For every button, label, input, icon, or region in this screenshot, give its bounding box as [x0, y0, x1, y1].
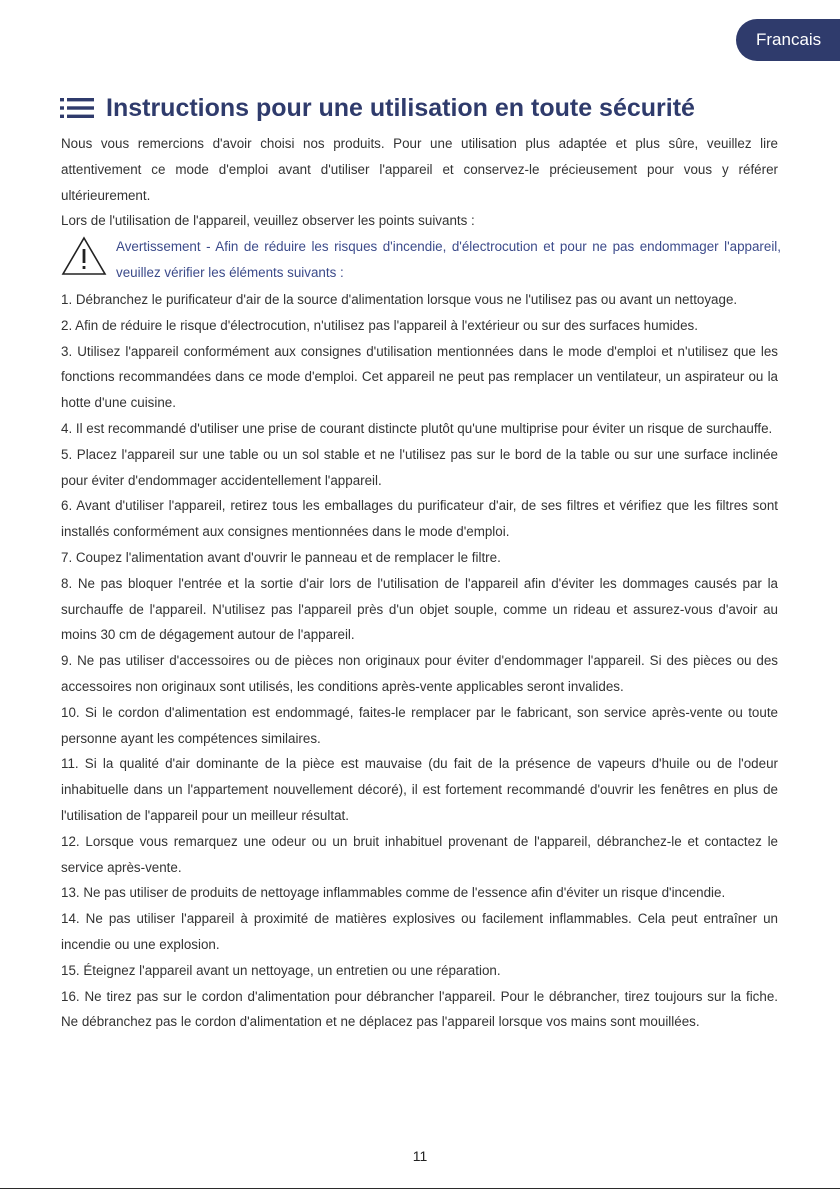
list-item: 13. Ne pas utiliser de produits de nettoyage inflammables comme de l'essence afin d'éviter un risque d'incendie.	[61, 885, 726, 901]
list-item: 8. Ne pas bloquer l'entrée et la sortie d'air lors de l'utilisation de l'appareil afin d'éviter les dommages causés par la surchauffe de l'appareil. N'utilisez pas l'appareil près d'un objet souple, comme un rideau et assurez-vous d'avoir au moins 30 cm de dégagement autour de l'appareil.	[61, 575, 778, 643]
list-item: 9. Ne pas utiliser d'accessoires ou de pièces non originaux pour éviter d'endommager l'appareil. Si des pièces ou des accessoires non originaux sont utilisés, les conditions après-vente applicables seront invalides.	[61, 653, 778, 694]
list-item: 4. Il est recommandé d'utiliser une prise de courant distincte plutôt qu'une multiprise pour éviter un risque de surchauffe.	[61, 420, 773, 436]
page-title: Instructions pour une utilisation en toute sécurité	[106, 93, 695, 122]
page-number: 11	[412, 1148, 428, 1164]
list-item: 14. Ne pas utiliser l'appareil à proximité de matières explosives ou facilement inflammables. Cela peut entraîner un incendie ou une explosion.	[61, 911, 778, 952]
list-item: 12. Lorsque vous remarquez une odeur ou un bruit inhabituel provenant de l'appareil, débranchez-le et contactez le service après-vente.	[61, 833, 778, 875]
bottom-divider	[0, 1188, 840, 1189]
list-item: 6. Avant d'utiliser l'appareil, retirez tous les emballages du purificateur d'air, de ses filtres et vérifiez que les filtres sont installés conformément aux consignes mentionnées dans le mode d'emploi.	[61, 498, 778, 540]
list-item: 2. Afin de réduire le risque d'électrocution, n'utilisez pas l'appareil à l'extérieur ou sur des surfaces humides.	[61, 317, 698, 333]
intro-section	[61, 131, 778, 234]
list-item: 11. Si la qualité d'air dominante de la pièce est mauvaise (du fait de la présence de vapeurs d'huile ou de l'odeur inhabituelle dans un l'appartement nouvellement décoré), il est fortement recommandé d'ouvrir les fenêtres en plus de l'utilisation de l'appareil pour un meilleur résultat.	[61, 756, 778, 823]
warning-text: Avertissement - Afin de réduire les risques d'incendie, d'électrocution et pour ne pas endommager l'appareil, veuillez vérifier les éléments suivants :	[116, 239, 781, 280]
list-item: 15. Éteignez l'appareil avant un nettoyage, un entretien ou une réparation.	[61, 962, 501, 978]
warning-notice	[61, 234, 781, 284]
language-tab[interactable]: Francais	[736, 19, 840, 61]
list-item: 3. Utilisez l'appareil conformément aux consignes d'utilisation mentionnées dans le mode d'emploi et n'utilisez que les fonctions recommandées dans ce mode d'emploi. Cet appareil ne peut pas remplacer un ventilateur, un aspirateur ou la hotte d'une cuisine.	[61, 343, 778, 411]
list-item: 10. Si le cordon d'alimentation est endommagé, faites-le remplacer par le fabricant, son service après-vente ou toute personne ayant les compétences similaires.	[61, 704, 778, 746]
list-item: 7. Coupez l'alimentation avant d'ouvrir le panneau et de remplacer le filtre.	[61, 549, 501, 565]
list-item: 5. Placez l'appareil sur une table ou un sol stable et ne l'utilisez pas sur le bord de la table ou sur une surface inclinée pour éviter d'endommager accidentellement l'appareil.	[61, 446, 778, 488]
observe-line: Lors de l'utilisation de l'appareil, veuillez observer les points suivants :	[61, 213, 475, 229]
list-item: 1. Débranchez le purificateur d'air de la source d'alimentation lorsque vous ne l'utilisez pas ou avant un nettoyage.	[61, 292, 738, 307]
list-item: 16. Ne tirez pas sur le cordon d'alimentation pour débrancher l'appareil. Pour le débrancher, tirez toujours sur la fiche. Ne débranchez pas le cordon d'alimentation et ne déplacez pas l'appareil lorsque vos mains sont mouillées.	[61, 988, 778, 1030]
intro-paragraph: Nous vous remercions d'avoir choisi nos produits. Pour une utilisation plus adaptée et plus sûre, veuillez lire attentivement ce mode d'emploi avant d'utiliser l'appareil et conservez-le précieusement pour vous y référer ultérieurement.	[61, 136, 778, 203]
list-icon	[60, 97, 94, 119]
section-header	[60, 88, 800, 128]
safety-list	[61, 287, 778, 1035]
warning-triangle-icon	[61, 236, 107, 276]
